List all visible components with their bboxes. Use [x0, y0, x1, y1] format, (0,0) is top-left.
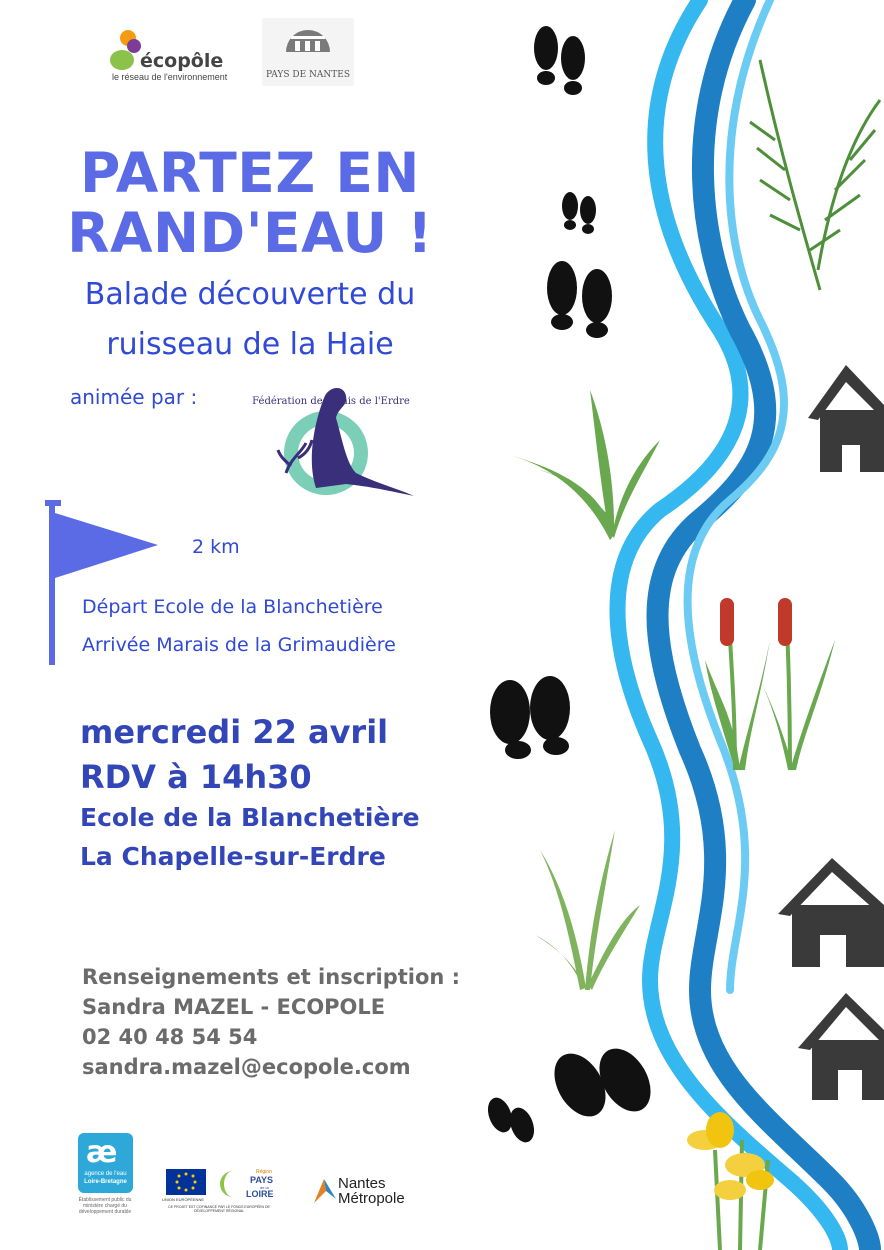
leafy-plant-icon	[510, 390, 660, 540]
route-depart: Départ Ecole de la Blanchetière	[82, 596, 383, 618]
contact-heading: Renseignements et inscription :	[82, 965, 461, 989]
loire-label: LOIRE	[246, 1189, 274, 1199]
contact-email[interactable]: sandra.mazel@ecopole.com	[82, 1055, 411, 1079]
route-distance: 2 km	[192, 536, 240, 558]
page-title	[60, 143, 440, 263]
fern-plant-icon	[750, 60, 880, 290]
event-city: La Chapelle-sur-Erdre	[80, 842, 386, 871]
subtitle	[40, 270, 460, 370]
house-icon	[798, 993, 884, 1100]
footprints-icon	[562, 192, 596, 234]
agence-eau-caption: Établissement public du ministère chargé du développement durable	[78, 1197, 132, 1215]
nantes-label: Nantes	[338, 1175, 386, 1192]
event-place: Ecole de la Blanchetière	[80, 803, 420, 832]
agence-eau-symbol-icon: æ	[86, 1135, 118, 1170]
region-label: Région	[256, 1169, 272, 1175]
iris-flower-icon	[687, 1112, 774, 1250]
ecopole-logo-mark-icon	[108, 28, 144, 72]
title-line-1: PARTEZ EN	[80, 141, 420, 205]
footprints-icon	[490, 676, 570, 759]
agence-eau-line2: Loire-Bretagne	[84, 1179, 127, 1185]
agence-eau-badge	[78, 1133, 133, 1193]
region-arc-icon	[220, 1171, 244, 1197]
ecopole-logo	[108, 28, 228, 86]
subtitle-line-2: ruisseau de la Haie	[106, 327, 394, 362]
event-rdv: RDV à 14h30	[80, 758, 312, 796]
ue-region-logo	[160, 1165, 278, 1215]
eu-flag-icon	[166, 1169, 206, 1195]
animee-par-label: animée par :	[70, 385, 198, 409]
route-arrivee: Arrivée Marais de la Grimaudière	[82, 634, 396, 656]
title-line-2: RAND'EAU !	[67, 201, 433, 265]
nantes-metropole-logo	[312, 1173, 422, 1209]
footprints-icon	[547, 261, 612, 338]
nantes-metropole-mark-icon	[312, 1177, 338, 1205]
federation-text: Fédération des Amis de l'Erdre	[252, 396, 410, 407]
footprints-icon	[484, 1040, 662, 1146]
pays-label: PAYS	[250, 1175, 274, 1185]
house-icon	[778, 858, 884, 967]
cofinance-label: CE PROJET EST COFINANCÉ PAR LE FONDS EUROPÉEN DE DÉVELOPPEMENT RÉGIONAL	[168, 1205, 270, 1213]
contact-block	[82, 962, 502, 1082]
de-la-label: de la	[260, 1185, 269, 1190]
event-date: mercredi 22 avril	[80, 713, 389, 751]
contact-name: Sandra MAZEL - ECOPOLE	[82, 995, 386, 1019]
ecopole-tagline: le réseau de l'environnement	[112, 72, 228, 82]
pays-nantes-logo	[262, 18, 354, 86]
subtitle-line-1: Balade découverte du	[84, 277, 416, 312]
house-icon	[808, 365, 884, 472]
footprints-icon	[534, 26, 585, 95]
federation-logo	[246, 378, 416, 503]
contact-phone[interactable]: 02 40 48 54 54	[82, 1025, 258, 1049]
agence-eau-logo	[70, 1133, 140, 1213]
pays-nantes-label: PAYS DE NANTES	[266, 70, 350, 80]
pays-nantes-emblem-icon	[283, 22, 333, 56]
agence-eau-line1: agence de l'eau	[84, 1171, 127, 1177]
reed-plant-icon	[535, 830, 640, 990]
metropole-label: Métropole	[338, 1190, 405, 1207]
ue-label: UNION EUROPÉENNE	[162, 1197, 205, 1202]
ecopole-name: écopôle	[140, 50, 224, 72]
